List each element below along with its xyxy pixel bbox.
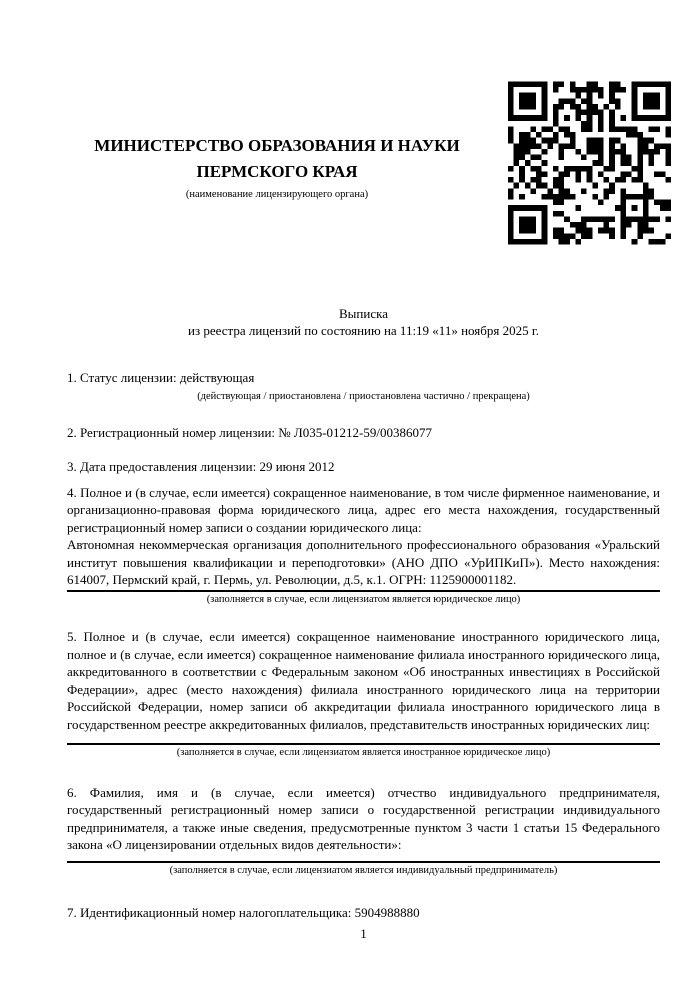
extract-title-line2: из реестра лицензий по состоянию на 11:19 «11» ноября 2025 г. [188,323,539,339]
legal-entity-item-label: 4. Полное и (в случае, если имеется) сокращенное наименование, в том числе фирменное наименование, и организационно-правовая форма юридического лица, адрес его места нахождения, государственный регистрационный номер записи о создании юридического лица: [67,485,660,535]
ministry-name-line1: МИНИСТЕРСТВО ОБРАЗОВАНИЯ И НАУКИ [94,136,460,155]
licensing-authority-caption: (наименование лицензирующего органа) [185,189,369,200]
document-body [67,305,660,921]
license-status-item: 1. Статус лицензии: действующая [67,369,255,385]
entrepreneur-item-label: 6. Фамилия, имя и (в случае, если имеется) отчество индивидуального предпринимателя, государственный регистрационный номер записи о государственной регистрации индивидуального предпринимателя, а также иные сведения, предусмотренные пунктом 3 части 1 статьи 15 Федерального закона «О лицензировании отдельных видов деятельности»: [67,784,660,853]
extract-title-line1: Выписка [339,306,388,321]
foreign-entity-caption: (заполняется в случае, если лицензиатом является иностранное юридическое лицо) [176,746,551,758]
ministry-header [42,133,512,201]
divider-line [67,590,660,592]
registration-number-item: 2. Регистрационный номер лицензии: № Л035-01212-59/00386077 [67,425,433,441]
foreign-entity-item-label: 5. Полное и (в случае, если имеется) сокращенное наименование иностранного юридического лица, полное и (в случае, если имеется) сокращенное наименование филиала иностранного юридического лица, аккредитованного в соответствии с Федеральным законом «Об иностранных инвестициях в Российской Федерации», адрес (место нахождения) филиала иностранного юридического лица на территории Российской Федерации, номер записи об аккредитации филиала иностранного юридического лица в государственном реестре аккредитованных филиалов, представительств иностранных юридических лиц: [67,629,660,732]
license-status-options-caption: (действующая / приостановлена / приостановлена частично / прекращена) [197,391,530,403]
divider-line [67,743,660,745]
qr-code-icon [508,79,671,247]
grant-date-item: 3. Дата предоставления лицензии: 29 июня 2012 [67,458,335,474]
ministry-name-line2: ПЕРМСКОГО КРАЯ [196,162,358,181]
legal-entity-caption: (заполняется в случае, если лицензиатом является юридическое лицо) [206,594,521,606]
entrepreneur-caption: (заполняется в случае, если лицензиатом является индивидуальный предприниматель) [169,864,558,876]
taxpayer-id-item: 7. Идентификационный номер налогоплательщика: 5904988880 [67,904,420,920]
extract-title [67,305,660,340]
page-number: 1 [360,926,367,941]
legal-entity-item-value: Автономная некоммерческая организация дополнительного профессионального образования «Уральский институт повышения квалификации и переподготовки» (АНО ДПО «УрИПКиП»). Место нахождения: 614007, Пермский край, г. Пермь, ул. Революции, д.5, к.1. ОГРН: 1125900001182. [67,537,660,588]
divider-line [67,861,660,863]
